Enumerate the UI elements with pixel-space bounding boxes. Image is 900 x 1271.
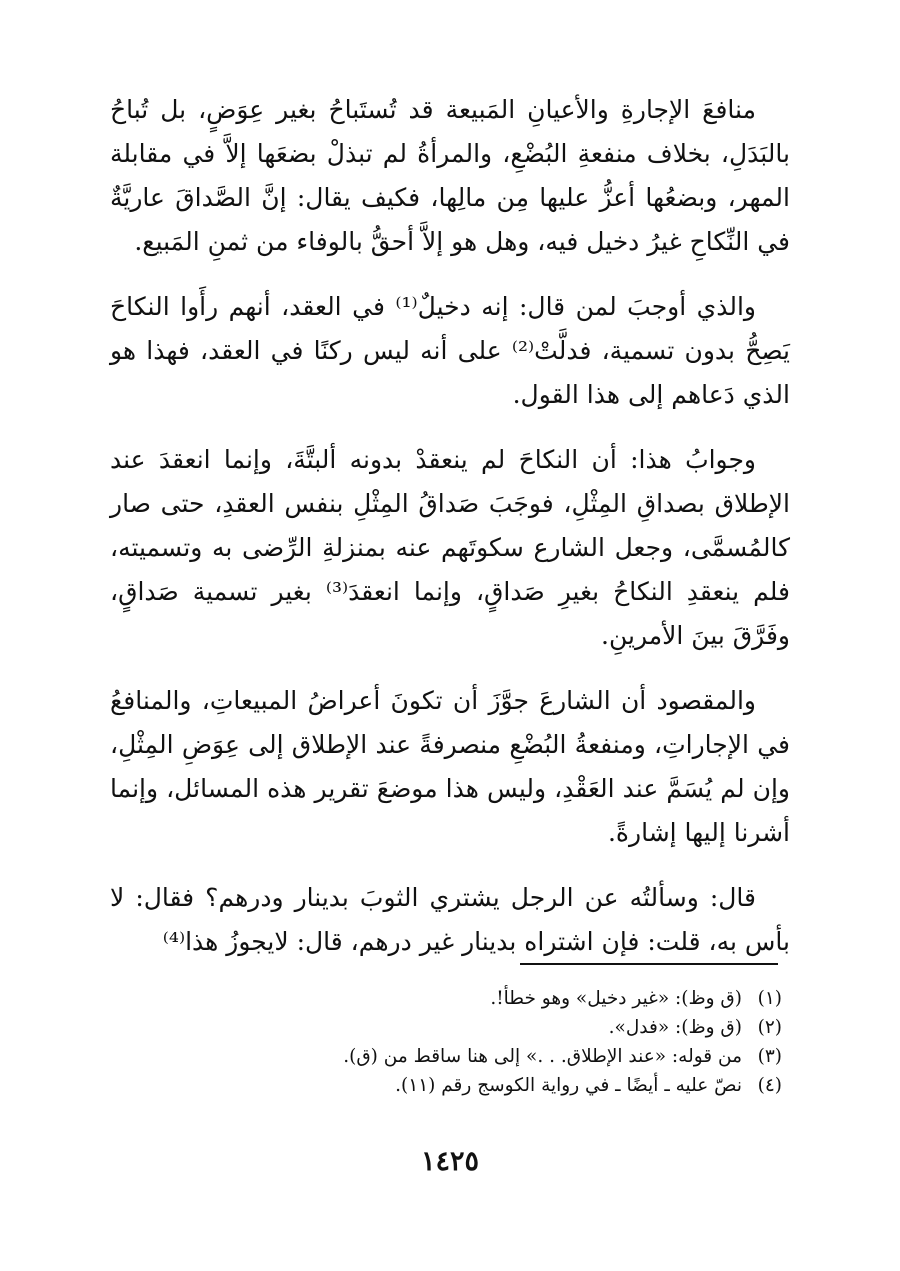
footnote-1: [110, 984, 782, 1013]
main-text: [110, 88, 790, 964]
paragraph-1: منافعَ الإجارةِ والأعيانِ المَبيعة قد تُستَباحُ بغير عِوَضٍ، بل تُباحُ بالبَدَلِ، بخلاف منفعةِ البُضْعِ، والمرأةُ لم تبذلْ بضعَها إلاَّ في مقابلة المهر، وبضعُها أعزُّ عليها مِن مالِها، فكيف يقال: إنَّ الصَّداقَ عاريَّةٌ في النِّكاحِ غيرُ دخيل فيه، وهل هو إلاَّ أحقُّ بالوفاء من ثمنِ المَبيع.: [110, 95, 790, 256]
paragraph-5: قال: وسألتُه عن الرجل يشتري الثوبَ بدينار ودرهم؟ فقال: لا بأس به، قلت: فإن اشتراه بدينار غير درهم، قال: لايجوزُ هذا⁽⁴⁾: [110, 883, 790, 956]
footnote-3: [110, 1042, 782, 1071]
page-number: ١٤٢٥: [420, 1146, 479, 1177]
paragraph-4: والمقصود أن الشارعَ جوَّزَ أن تكونَ أعراضُ المبيعاتِ، والمنافعُ في الإجاراتِ، ومنفعةُ البُضْعِ منصرفةً عند الإطلاق إلى عِوَضِ المِثْلِ، وإن لم يُسَمَّ عند العَقْدِ، وليس هذا موضعَ تقرير هذه المسائل، وإنما أشرنا إليها إشارةً.: [110, 686, 790, 847]
footnote-text: (ق وظ): «فدل».: [608, 1017, 742, 1038]
footnote-text: نصّ عليه ـ أيضًا ـ في رواية الكوسج رقم (١١).: [395, 1075, 742, 1096]
footnote-2: [110, 1013, 782, 1042]
footnote-4: [110, 1071, 782, 1100]
footnote-text: (ق وظ): «غير دخيل» وهو خطأ!.: [490, 988, 742, 1009]
footnote-text: من قوله: «عند الإطلاق. . .» إلى هنا ساقط من (ق).: [343, 1046, 742, 1067]
paragraph-2: والذي أوجبَ لمن قال: إنه دخيلٌ⁽¹⁾ في العقد، أنهم رأَوا النكاحَ يَصِحُّ بدون تسمية، فدلَّتْ⁽²⁾ على أنه ليس ركنًا في العقد، فهذا هو الذي دَعاهم إلى هذا القول.: [110, 292, 790, 409]
footnotes: [110, 984, 782, 1100]
footnote-mark: (٤): [757, 1075, 782, 1096]
footnote-mark: (٣): [757, 1046, 782, 1067]
paragraph-3: وجوابُ هذا: أن النكاحَ لم ينعقدْ بدونه ألبتَّةَ، وإنما انعقدَ عند الإطلاق بصداقِ المِثْلِ، فوجَبَ صَداقُ المِثْلِ بنفس العقدِ، حتى صار كالمُسمَّى، وجعل الشارع سكوتَهم عنه بمنزلةِ الرِّضى به وتسميته، فلم ينعقدِ النكاحُ بغيرِ صَداقٍ، وإنما انعقدَ⁽³⁾ بغير تسمية صَداقٍ، وفَرَّقَ بينَ الأمرينِ.: [110, 445, 790, 650]
footnote-divider: [520, 963, 778, 965]
footnote-mark: (٢): [757, 1017, 782, 1038]
footnote-mark: (١): [757, 988, 782, 1009]
